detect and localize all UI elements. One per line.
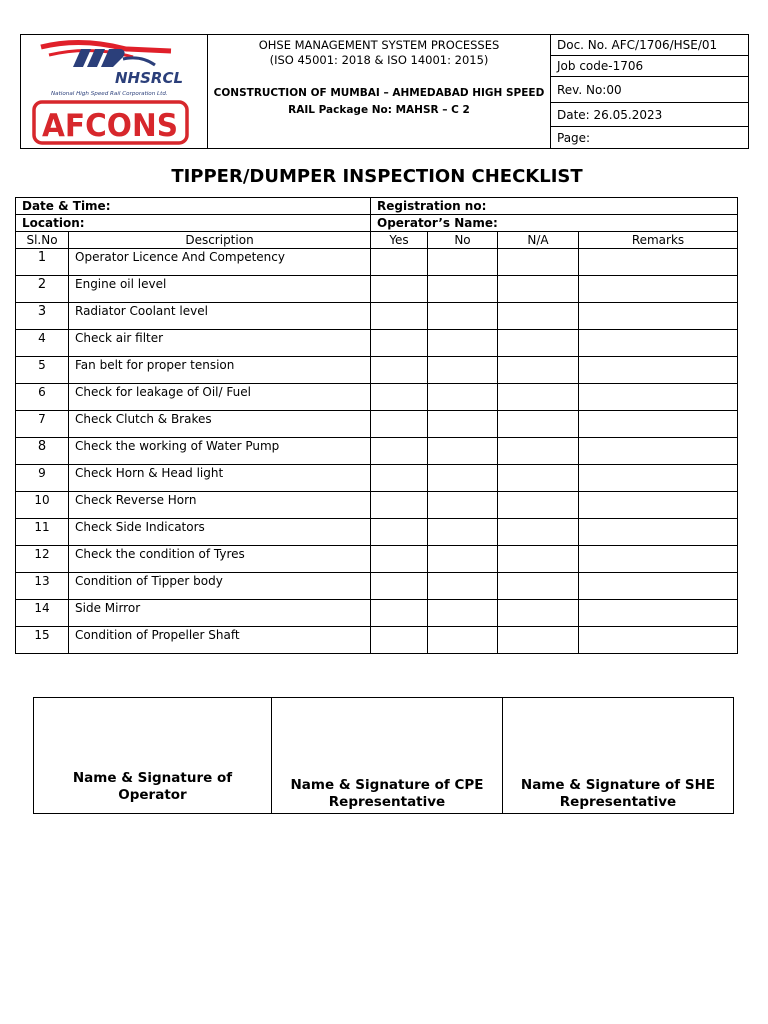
doc-number: Doc. No. AFC/1706/HSE/01 xyxy=(551,35,748,56)
col-header-remarks: Remarks xyxy=(579,232,738,249)
checklist-row xyxy=(16,330,738,357)
item-description: Condition of Propeller Shaft xyxy=(69,627,371,654)
checklist-row xyxy=(16,303,738,330)
item-number: 9 xyxy=(16,465,69,492)
item-number: 14 xyxy=(16,600,69,627)
signature-table xyxy=(33,697,734,814)
item-description: Check Reverse Horn xyxy=(69,492,371,519)
na-cell[interactable] xyxy=(498,357,579,384)
item-number: 1 xyxy=(16,249,69,276)
remarks-cell[interactable] xyxy=(579,303,738,330)
na-cell[interactable] xyxy=(498,546,579,573)
na-cell[interactable] xyxy=(498,492,579,519)
she-signature-label-2: Representative xyxy=(559,794,677,810)
item-number: 4 xyxy=(16,330,69,357)
operator-name-field[interactable]: Operator’s Name: xyxy=(371,215,738,232)
item-description: Operator Licence And Competency xyxy=(69,249,371,276)
item-number: 15 xyxy=(16,627,69,654)
item-description: Engine oil level xyxy=(69,276,371,303)
item-number: 3 xyxy=(16,303,69,330)
yes-cell[interactable] xyxy=(371,573,428,600)
item-number: 7 xyxy=(16,411,69,438)
yes-cell[interactable] xyxy=(371,546,428,573)
checklist-row xyxy=(16,357,738,384)
item-number: 2 xyxy=(16,276,69,303)
project-line-1: CONSTRUCTION OF MUMBAI – AHMEDABAD HIGH SPEED xyxy=(213,87,545,99)
remarks-cell[interactable] xyxy=(579,465,738,492)
no-cell[interactable] xyxy=(428,627,498,654)
item-number: 10 xyxy=(16,492,69,519)
col-header-yes: Yes xyxy=(371,232,428,249)
yes-cell[interactable] xyxy=(371,276,428,303)
checklist-row xyxy=(16,276,738,303)
checklist-row xyxy=(16,249,738,276)
logo-cell xyxy=(21,35,208,148)
na-cell[interactable] xyxy=(498,465,579,492)
na-cell[interactable] xyxy=(498,303,579,330)
system-title-cell xyxy=(208,35,551,148)
item-number: 12 xyxy=(16,546,69,573)
checklist-row xyxy=(16,438,738,465)
iso-standards: (ISO 45001: 2018 & ISO 14001: 2015) xyxy=(269,53,489,67)
checklist-row xyxy=(16,519,738,546)
afcons-logo-text: AFCONS xyxy=(42,108,178,144)
no-cell[interactable] xyxy=(428,573,498,600)
no-cell[interactable] xyxy=(428,411,498,438)
item-description: Condition of Tipper body xyxy=(69,573,371,600)
document-date: Date: 26.05.2023 xyxy=(551,103,748,127)
yes-cell[interactable] xyxy=(371,330,428,357)
revision-number: Rev. No:00 xyxy=(551,77,748,103)
na-cell[interactable] xyxy=(498,276,579,303)
signature-row xyxy=(34,698,734,814)
checklist-row xyxy=(16,384,738,411)
yes-cell[interactable] xyxy=(371,438,428,465)
remarks-cell[interactable] xyxy=(579,519,738,546)
location-field[interactable]: Location: xyxy=(16,215,371,232)
na-cell[interactable] xyxy=(498,627,579,654)
no-cell[interactable] xyxy=(428,492,498,519)
yes-cell[interactable] xyxy=(371,249,428,276)
remarks-cell[interactable] xyxy=(579,411,738,438)
yes-cell[interactable] xyxy=(371,465,428,492)
item-number: 13 xyxy=(16,573,69,600)
checklist-row xyxy=(16,573,738,600)
job-code: Job code-1706 xyxy=(551,56,748,77)
item-number: 5 xyxy=(16,357,69,384)
col-header-description: Description xyxy=(69,232,371,249)
remarks-cell[interactable] xyxy=(579,249,738,276)
yes-cell[interactable] xyxy=(371,357,428,384)
item-description: Check air filter xyxy=(69,330,371,357)
item-description: Check Clutch & Brakes xyxy=(69,411,371,438)
yes-cell[interactable] xyxy=(371,411,428,438)
no-cell[interactable] xyxy=(428,465,498,492)
no-cell[interactable] xyxy=(428,438,498,465)
date-time-field[interactable]: Date & Time: xyxy=(16,198,371,215)
inspection-checklist-table xyxy=(15,197,738,654)
operator-signature-box[interactable] xyxy=(34,698,272,814)
item-description: Side Mirror xyxy=(69,600,371,627)
na-cell[interactable] xyxy=(498,519,579,546)
remarks-cell[interactable] xyxy=(579,438,738,465)
system-title: OHSE MANAGEMENT SYSTEM PROCESSES xyxy=(258,38,500,52)
remarks-cell[interactable] xyxy=(579,627,738,654)
checklist-row xyxy=(16,627,738,654)
remarks-cell[interactable] xyxy=(579,546,738,573)
form-row-date-registration xyxy=(16,198,738,215)
remarks-cell[interactable] xyxy=(579,276,738,303)
col-header-no: No xyxy=(428,232,498,249)
no-cell[interactable] xyxy=(428,546,498,573)
col-header-na: N/A xyxy=(498,232,579,249)
checklist-row xyxy=(16,411,738,438)
she-signature-box[interactable] xyxy=(503,698,734,814)
na-cell[interactable] xyxy=(498,384,579,411)
na-cell[interactable] xyxy=(498,573,579,600)
na-cell[interactable] xyxy=(498,330,579,357)
remarks-cell[interactable] xyxy=(579,384,738,411)
na-cell[interactable] xyxy=(498,438,579,465)
checklist-row xyxy=(16,546,738,573)
item-description: Check Horn & Head light xyxy=(69,465,371,492)
form-row-location-operator xyxy=(16,215,738,232)
yes-cell[interactable] xyxy=(371,600,428,627)
checklist-row xyxy=(16,465,738,492)
no-cell[interactable] xyxy=(428,249,498,276)
no-cell[interactable] xyxy=(428,330,498,357)
nhsrcl-logo-text: NHSRCL xyxy=(115,69,184,87)
no-cell[interactable] xyxy=(428,600,498,627)
remarks-cell[interactable] xyxy=(579,573,738,600)
item-description: Check the condition of Tyres xyxy=(69,546,371,573)
item-description: Radiator Coolant level xyxy=(69,303,371,330)
yes-cell[interactable] xyxy=(371,492,428,519)
cpe-signature-label-1: Name & Signature of CPE xyxy=(290,777,484,793)
afcons-logo xyxy=(21,99,208,147)
doc-info-cell xyxy=(551,35,748,148)
registration-field[interactable]: Registration no: xyxy=(371,198,738,215)
yes-cell[interactable] xyxy=(371,519,428,546)
na-cell[interactable] xyxy=(498,411,579,438)
cpe-signature-box[interactable] xyxy=(272,698,503,814)
nhsrcl-logo-subtext: National High Speed Rail Corporation Ltd. xyxy=(51,91,168,97)
no-cell[interactable] xyxy=(428,303,498,330)
remarks-cell[interactable] xyxy=(579,600,738,627)
page-number: Page: xyxy=(557,130,591,145)
checklist-row xyxy=(16,492,738,519)
remarks-cell[interactable] xyxy=(579,492,738,519)
project-line-2: RAIL Package No: MAHSR – C 2 xyxy=(288,104,470,116)
cpe-signature-label-2: Representative xyxy=(328,794,446,810)
no-cell[interactable] xyxy=(428,357,498,384)
item-number: 6 xyxy=(16,384,69,411)
item-description: Check the working of Water Pump xyxy=(69,438,371,465)
item-description: Fan belt for proper tension xyxy=(69,357,371,384)
item-number: 8 xyxy=(16,438,69,465)
item-description: Check Side Indicators xyxy=(69,519,371,546)
remarks-cell[interactable] xyxy=(579,330,738,357)
col-header-slno: Sl.No xyxy=(16,232,69,249)
nhsrcl-logo xyxy=(21,37,208,97)
item-description: Check for leakage of Oil/ Fuel xyxy=(69,384,371,411)
yes-cell[interactable] xyxy=(371,627,428,654)
no-cell[interactable] xyxy=(428,276,498,303)
item-number: 11 xyxy=(16,519,69,546)
checklist-row xyxy=(16,600,738,627)
remarks-cell[interactable] xyxy=(579,357,738,384)
document-header xyxy=(20,34,749,149)
operator-signature-label: Name & Signature of Operator xyxy=(72,770,233,803)
she-signature-label-1: Name & Signature of SHE xyxy=(520,777,716,793)
na-cell[interactable] xyxy=(498,600,579,627)
yes-cell[interactable] xyxy=(371,303,428,330)
na-cell[interactable] xyxy=(498,249,579,276)
yes-cell[interactable] xyxy=(371,384,428,411)
column-header-row xyxy=(16,232,738,249)
no-cell[interactable] xyxy=(428,384,498,411)
no-cell[interactable] xyxy=(428,519,498,546)
checklist-title: TIPPER/DUMPER INSPECTION CHECKLIST xyxy=(171,166,583,187)
